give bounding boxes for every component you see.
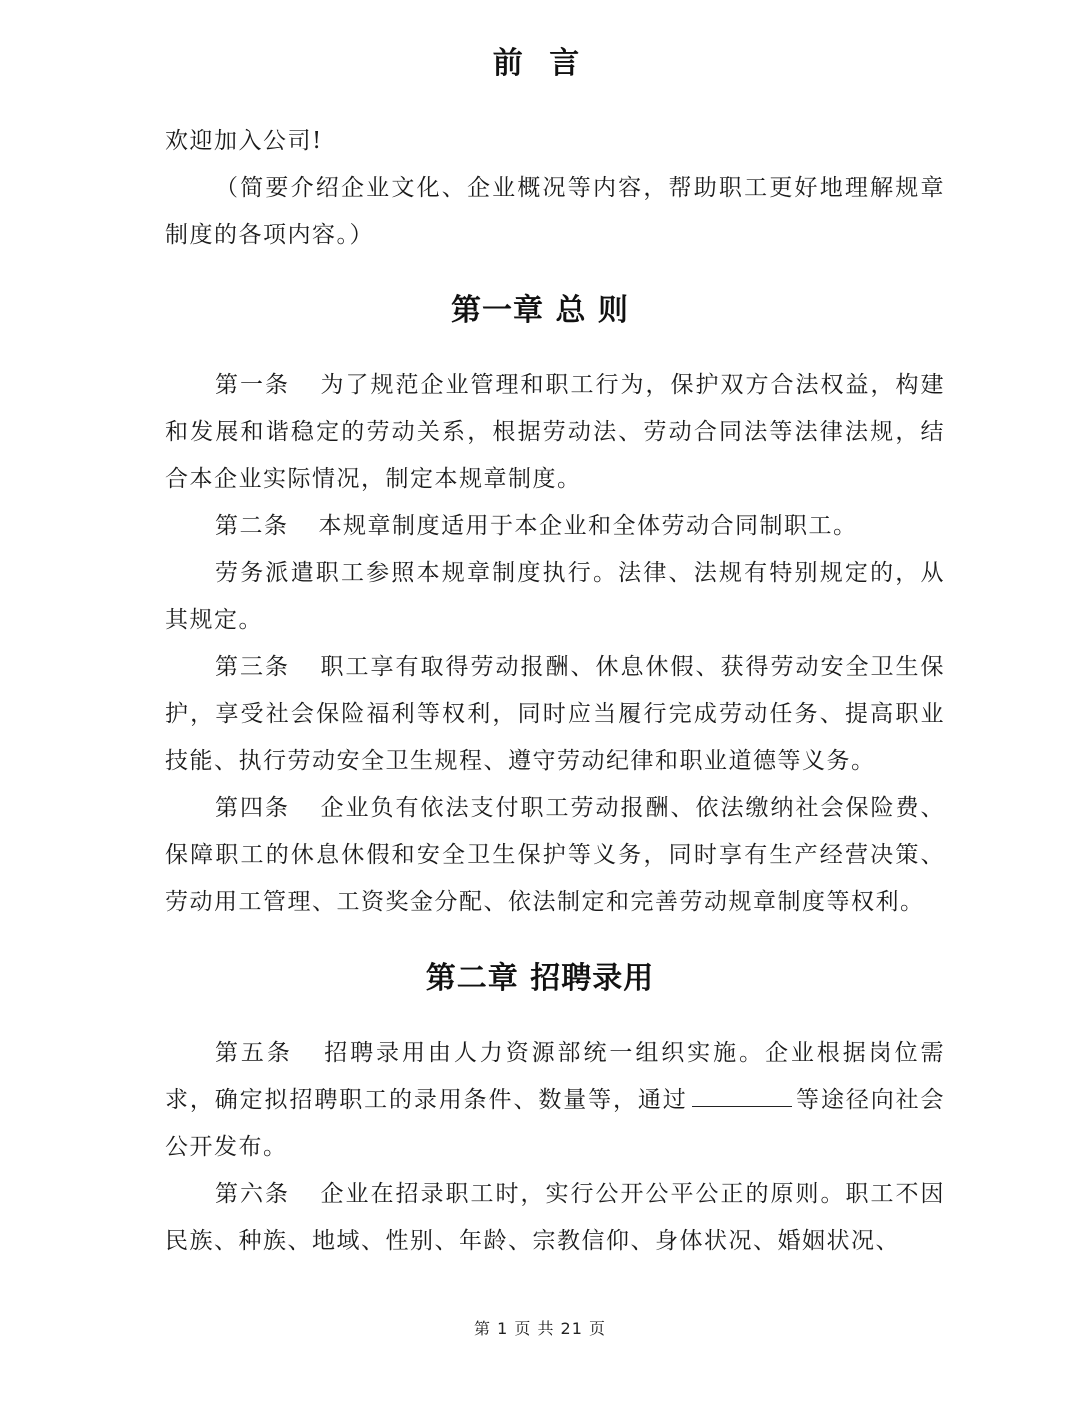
article-6-text: 企业在招录职工时，实行公开公平公正的原则。职工不因民族、种族、地域、性别、年龄、宗教信仰、身体状况、婚姻状况、 bbox=[165, 1181, 945, 1254]
article-2-text: 本规章制度适用于本企业和全体劳动合同制职工。 bbox=[318, 513, 858, 539]
article-5 bbox=[165, 1030, 945, 1171]
article-3-text: 职工享有取得劳动报酬、休息休假、获得劳动安全卫生保护，享受社会保险福利等权利，同时应当履行完成劳动任务、提高职业技能、执行劳动安全卫生规程、遵守劳动纪律和职业道德等义务。 bbox=[165, 654, 945, 774]
article-3 bbox=[165, 644, 945, 785]
preface-intro: （简要介绍企业文化、企业概况等内容，帮助职工更好地理解规章制度的各项内容。） bbox=[165, 175, 945, 248]
article-1 bbox=[165, 362, 945, 503]
article-6-number: 第六条 bbox=[215, 1181, 290, 1207]
page-footer: 第 1 页 共 21 页 bbox=[474, 1319, 606, 1338]
article-5-text-before: 招聘录用由人力资源部统一组织实施。企业根据岗位需求，确定拟招聘职工的录用条件、数量等，通过 bbox=[165, 1040, 946, 1113]
article-1-number: 第一条 bbox=[215, 372, 290, 398]
chapter1-title: 第一章 总 则 bbox=[451, 293, 629, 328]
article-4-text: 企业负有依法支付职工劳动报酬、依法缴纳社会保险费、保障职工的休息休假和安全卫生保护等义务，同时享有生产经营决策、劳动用工管理、工资奖金分配、依法制定和完善劳动规章制度等权利。 bbox=[165, 795, 945, 915]
article-1-text: 为了规范企业管理和职工行为，保护双方合法权益，构建和发展和谐稳定的劳动关系，根据劳动法、劳动合同法等法律法规，结合本企业实际情况，制定本规章制度。 bbox=[165, 372, 945, 492]
article-4 bbox=[165, 785, 945, 926]
article-2 bbox=[165, 503, 945, 550]
article-5-number: 第五条 bbox=[215, 1040, 293, 1066]
article-6 bbox=[165, 1171, 945, 1265]
article-5-text-after: 等途径向社会公开发布。 bbox=[165, 1087, 946, 1160]
chapter2-title: 第二章 招聘录用 bbox=[425, 961, 655, 996]
preface-title: 前 言 bbox=[492, 46, 588, 81]
article-3-number: 第三条 bbox=[215, 654, 290, 680]
fill-in-blank[interactable] bbox=[692, 1082, 792, 1107]
article-2-supplement: 劳务派遣职工参照本规章制度执行。法律、法规有特别规定的，从其规定。 bbox=[165, 560, 945, 633]
welcome-line: 欢迎加入公司! bbox=[165, 128, 323, 154]
article-2-number: 第二条 bbox=[215, 513, 289, 539]
article-4-number: 第四条 bbox=[215, 795, 290, 821]
